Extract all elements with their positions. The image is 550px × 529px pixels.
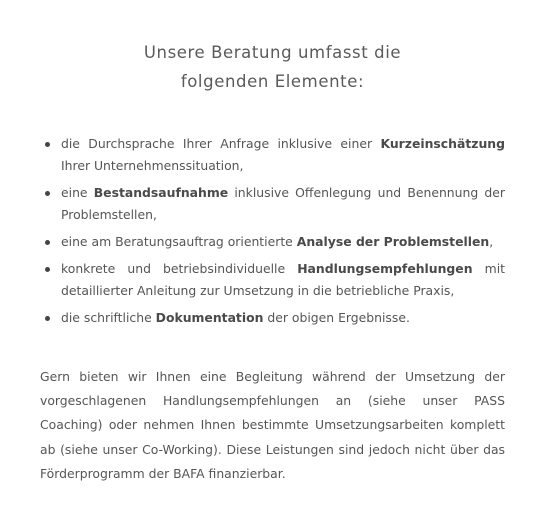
list-item-text: mit detaillierter Anleitung zur Umsetzung in die betriebliche Praxis,	[61, 261, 505, 298]
list-item-highlight: Bestandsaufnahme	[93, 185, 229, 200]
list-item-text: der obigen Ergebnisse.	[263, 310, 410, 325]
section-heading	[0, 38, 545, 96]
list-item-text: Ihrer Unternehmenssituation,	[61, 158, 244, 173]
list-item-text: eine am Beratungsauftrag orientierte	[61, 234, 297, 249]
list-item-text: eine	[61, 185, 94, 200]
list-item-highlight: Kurzeinschätzung	[380, 136, 505, 151]
list-item-text: inklusive Offenlegung und Benennung der Problemstellen,	[61, 185, 505, 222]
list-item	[43, 231, 505, 253]
info-paragraph: Gern bieten wir Ihnen eine Begleitung während der Umsetzung der vorgeschlagenen Handlungsempfehlungen an (siehe unser PASS Coaching) oder nehmen Ihnen bestimmte Umsetzungsarbeiten komplett ab (siehe unser Co-Working). Diese Leistungen sind jedoch nicht über das Förderprogramm der BAFA finanzierbar.	[40, 369, 505, 481]
list-item-text: ,	[489, 234, 494, 249]
list-item	[43, 258, 505, 302]
list-item-text: konkrete und betriebsindividuelle	[61, 261, 298, 276]
list-item-highlight: Analyse der Problemstellen	[296, 234, 490, 249]
list-item	[43, 182, 505, 226]
list-item-highlight: Dokumentation	[155, 310, 264, 325]
heading-line-1: Unsere Beratung umfasst die	[143, 43, 402, 62]
list-item-highlight: Handlungsempfehlungen	[297, 261, 473, 276]
list-item	[43, 307, 505, 329]
list-item	[43, 133, 505, 177]
elements-list	[43, 133, 505, 334]
heading-line-2: folgenden Elemente:	[180, 72, 365, 91]
list-item-text: die Durchsprache Ihrer Anfrage inklusive einer	[61, 136, 381, 151]
list-item-text: die schriftliche	[61, 310, 156, 325]
